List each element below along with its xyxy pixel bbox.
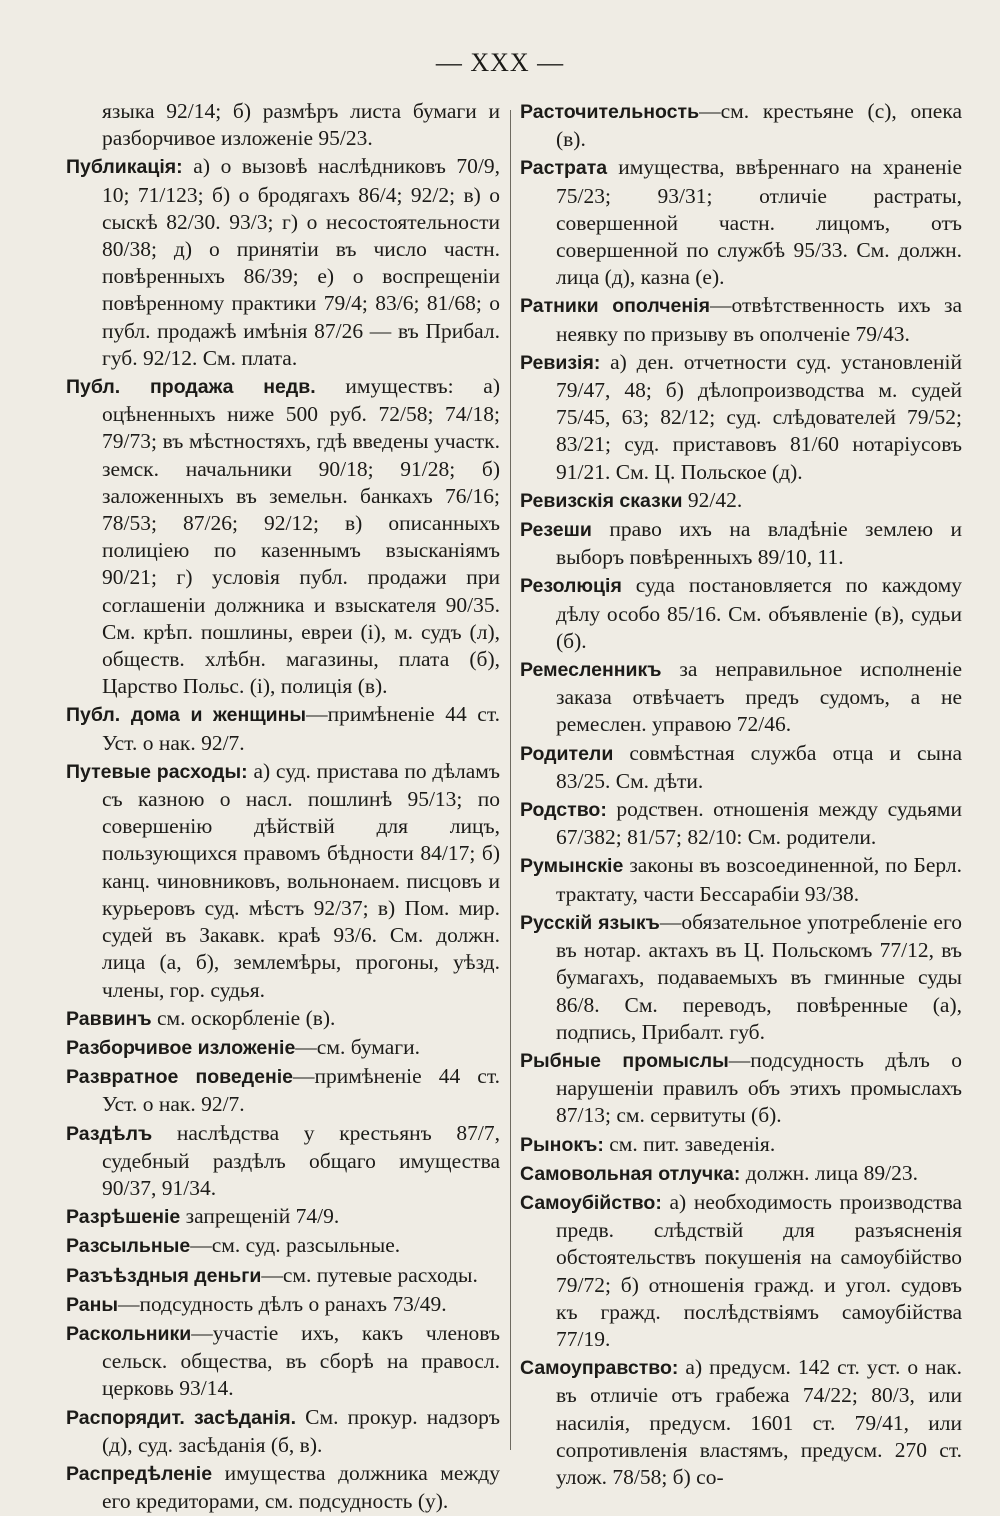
index-entry — [520, 154, 962, 291]
entry-headword: Рыбные промыслы — [520, 1049, 729, 1072]
entry-text: имуществъ: а) оцѣненныхъ ниже 500 руб. 72/58; 74/18; 79/73; въ мѣстностяхъ, гдѣ введены участк. земск. начальники 90/18; 91/28; б) заложенныхъ въ земельн. банкахъ 76/16; 78/53; 87/26; 92/12; в) описанныхъ полиціею по казеннымъ взысканіямъ 90/21; г) условія публ. продажи при соглашеніи должника и взыскателя 90/35. См. крѣп. пошлины, евреи (і), м. судъ (л), обществ. хлѣбн. магазины, плата (б), Царство Польс. (і), полиція (в). — [102, 374, 500, 699]
index-entry — [66, 1262, 500, 1290]
index-entry — [520, 98, 962, 153]
entry-text: 92/42. — [682, 487, 743, 512]
entry-text: —см. суд. разсыльные. — [190, 1233, 401, 1258]
entry-text: имущества, ввѣреннаго на храненіе 75/23; 93/31; отличіе растраты, совершенной частн. лицомъ, отъ совершенной по службѣ 95/33. См. должн. лица (д), казна (е). — [556, 155, 962, 290]
entry-text: а) предусм. 142 ст. уст. о нак. въ отличіе отъ грабежа 74/22; 80/3, или насилія, предусм. 1601 ст. 79/41, или сопротивленія властямъ, предусм. 270 ст. улож. 78/58; б) со- — [556, 1355, 962, 1489]
index-entry — [520, 1047, 962, 1130]
index-entry — [520, 909, 962, 1046]
entry-text: —подсудность дѣлъ о нарушеніи правилъ объ этихъ промыслахъ 87/13; см. сервитуты (б). — [556, 1047, 962, 1128]
entry-headword: Резеши — [520, 519, 592, 542]
entry-text: за неправильное исполненіе заказа отвѣчаетъ предъ судомъ, а не ремеслен. управою 72/46. — [556, 657, 962, 737]
entry-headword: Путевые расходы: — [66, 760, 248, 783]
entry-text: имущества должника между его кредиторами, см. подсудность (у). — [102, 1460, 500, 1514]
entry-text: —см. путевые расходы. — [261, 1262, 478, 1287]
index-entry — [66, 98, 500, 152]
index-entry — [520, 487, 962, 515]
entry-headword: Разсыльные — [66, 1235, 191, 1258]
entry-text: языка 92/14; б) размѣръ листа бумаги и разборчивое изложеніе 95/23. — [102, 99, 500, 151]
entry-text: законы въ возсоединенной, по Берл. трактату, части Бессарабіи 93/38. — [556, 853, 962, 906]
entry-headword: Расточительность — [520, 101, 700, 123]
index-entry — [520, 516, 962, 571]
index-entry — [66, 1320, 500, 1403]
entry-text: См. прокур. надзоръ (д), суд. засѣданія (б, в). — [102, 1404, 501, 1457]
entry-text: а) суд. пристава по дѣламъ съ казною о насл. пошлинѣ 95/13; по совершенію дѣйствій для лицъ, пользующихся правомъ бѣдности 84/17; б) канц. чиновниковъ, вольнонаем. писцовъ и курьеровъ суд. мѣстъ 92/37; в) Пом. мир. судей въ Закавк. краѣ 93/6. См. должн. лица (а, б), землемѣры, прогоны, уѣзд. члены, гор. судья. — [102, 758, 501, 1002]
entry-headword: Раздѣлъ — [66, 1122, 153, 1145]
entry-text: а) необходимость производства предв. слѣдствій для разъясненія обстоятельствъ покушенія на самоубійство 79/72; б) отношенія гражд. и угол. судовъ къ гражд. послѣдствіямъ самоубійства 77/19. — [556, 1189, 962, 1351]
entry-text: должн. лица 89/23. — [740, 1160, 918, 1185]
index-entry — [66, 373, 500, 700]
index-entry — [66, 1063, 500, 1118]
index-entry — [520, 572, 962, 655]
index-entry — [520, 656, 962, 739]
index-entry — [66, 1460, 500, 1515]
entry-text: см. оскорбленіе (в). — [151, 1005, 336, 1030]
entry-headword: Самоубійство: — [520, 1191, 662, 1214]
entry-text: а) ден. отчетности суд. установленій 79/47, 48; б) дѣлопроизводства м. судей 75/45, 63; 82/12; суд. слѣдователей 79/52; 83/21; суд. приставовъ 81/60 нотаріусовъ 91/21. См. Ц. Польское (д). — [556, 349, 962, 484]
entry-text: запрещеній 74/9. — [180, 1204, 340, 1229]
entry-headword: Разборчивое изложеніе — [66, 1036, 296, 1059]
index-entry — [66, 153, 500, 372]
index-entry — [66, 1203, 500, 1231]
entry-headword: Резолюція — [520, 575, 622, 598]
entry-text: —подсудность дѣлъ о ранахъ 73/49. — [118, 1291, 447, 1316]
entry-headword: Публикація: — [66, 156, 183, 179]
entry-headword: Рынокъ: — [520, 1133, 604, 1156]
index-entry — [520, 292, 962, 347]
index-entry — [520, 1160, 962, 1188]
index-entry — [520, 1354, 962, 1491]
entry-headword: Раввинъ — [66, 1007, 152, 1030]
index-entry — [66, 1404, 500, 1459]
entry-headword: Ратники ополченія — [520, 295, 710, 318]
index-entry — [66, 1120, 500, 1203]
entry-headword: Румынскіе — [520, 855, 624, 878]
entry-headword: Ревизія: — [520, 351, 601, 374]
entry-headword: Самовольная отлучка: — [520, 1162, 741, 1185]
entry-text: —примѣненіе 44 ст. Уст. о нак. 92/7. — [102, 702, 500, 755]
entry-headword: Ревизскія сказки — [520, 489, 683, 512]
right-column — [520, 98, 962, 1492]
index-entry — [66, 701, 500, 756]
index-entry — [520, 852, 962, 907]
entry-text: —см. бумаги. — [295, 1034, 420, 1059]
entry-text: право ихъ на владѣніе землею и выборъ повѣренныхъ 89/10, 11. — [556, 517, 962, 570]
entry-text: —обязательное употребленіе его въ нотар. актахъ въ Ц. Польскомъ 77/12, въ бумагахъ, подаваемыхъ въ гминные суды 86/8. См. переводъ, повѣренные (а), подпись, Прибалт. губ. — [556, 909, 962, 1044]
entry-headword: Публ. продажа недв. — [66, 376, 316, 399]
left-column — [66, 98, 500, 1516]
entry-text: суда постановляется по каждому дѣлу особо 85/16. См. объявленіе (в), судьи (б). — [556, 573, 962, 653]
entry-text: см. пит. заведенія. — [603, 1131, 776, 1156]
entry-headword: Самоуправство: — [520, 1357, 679, 1380]
index-entry — [66, 758, 500, 1004]
entry-headword: Разъѣздныя деньги — [66, 1264, 262, 1287]
index-entry — [66, 1291, 500, 1319]
index-entry — [66, 1005, 500, 1033]
entry-headword: Раскольники — [66, 1322, 192, 1345]
entry-text: —отвѣтственность ихъ за неявку по призыву въ ополченіе 79/43. — [556, 293, 962, 346]
entry-headword: Родители — [520, 742, 614, 765]
index-entry — [520, 796, 962, 851]
entry-text: —участіе ихъ, какъ членовъ сельск. общества, въ сборѣ на правосл. церковь 93/14. — [102, 1320, 500, 1401]
entry-headword: Родство: — [520, 799, 607, 822]
entry-headword: Русскій языкъ — [520, 911, 660, 934]
index-entry — [66, 1034, 500, 1062]
entry-headword: Развратное поведеніе — [66, 1066, 294, 1089]
column-divider — [510, 110, 511, 1450]
index-entry — [66, 1232, 500, 1260]
entry-text: родствен. отношенія между судьями 67/382; 81/57; 82/10: См. родители. — [556, 797, 962, 850]
entry-headword: Распорядит. засѣданія. — [66, 1406, 297, 1429]
entry-headword: Разрѣшеніе — [66, 1206, 181, 1229]
index-entry — [520, 740, 962, 795]
index-entry — [520, 349, 962, 486]
entry-text: наслѣдства у крестьянъ 87/7, судебный раздѣлъ общаго имущества 90/37, 91/34. — [102, 1120, 500, 1200]
entry-headword: Ремесленникъ — [520, 659, 662, 682]
entry-headword: Растрата — [520, 157, 608, 180]
entry-text: а) о вызовѣ наслѣдниковъ 70/9, 10; 71/123; б) о бродягахъ 86/4; 92/2; в) о сыскѣ 82/30. 93/3; г) о несостоятельности 80/38; д) о принятіи въ число частн. повѣренныхъ 86/39; е) о воспрещеніи повѣренному практики 79/4; 83/6; 81/68; о публ. продажѣ имѣнія 87/26 — въ Прибал. губ. 92/12. См. плата. — [102, 154, 500, 370]
entry-text: —см. крестьяне (с), опека (в). — [556, 99, 962, 152]
entry-headword: Публ. дома и женщины — [66, 704, 307, 727]
entry-headword: Распредѣленіе — [66, 1462, 213, 1485]
page-number-header: — XXX — — [435, 48, 565, 77]
entry-text: совмѣстная служба отца и сына 83/25. См. дѣти. — [556, 740, 962, 793]
index-entry — [520, 1189, 962, 1353]
entry-headword: Раны — [66, 1293, 119, 1316]
entry-text: —примѣненіе 44 ст. Уст. о нак. 92/7. — [102, 1064, 500, 1117]
index-entry — [520, 1131, 962, 1159]
